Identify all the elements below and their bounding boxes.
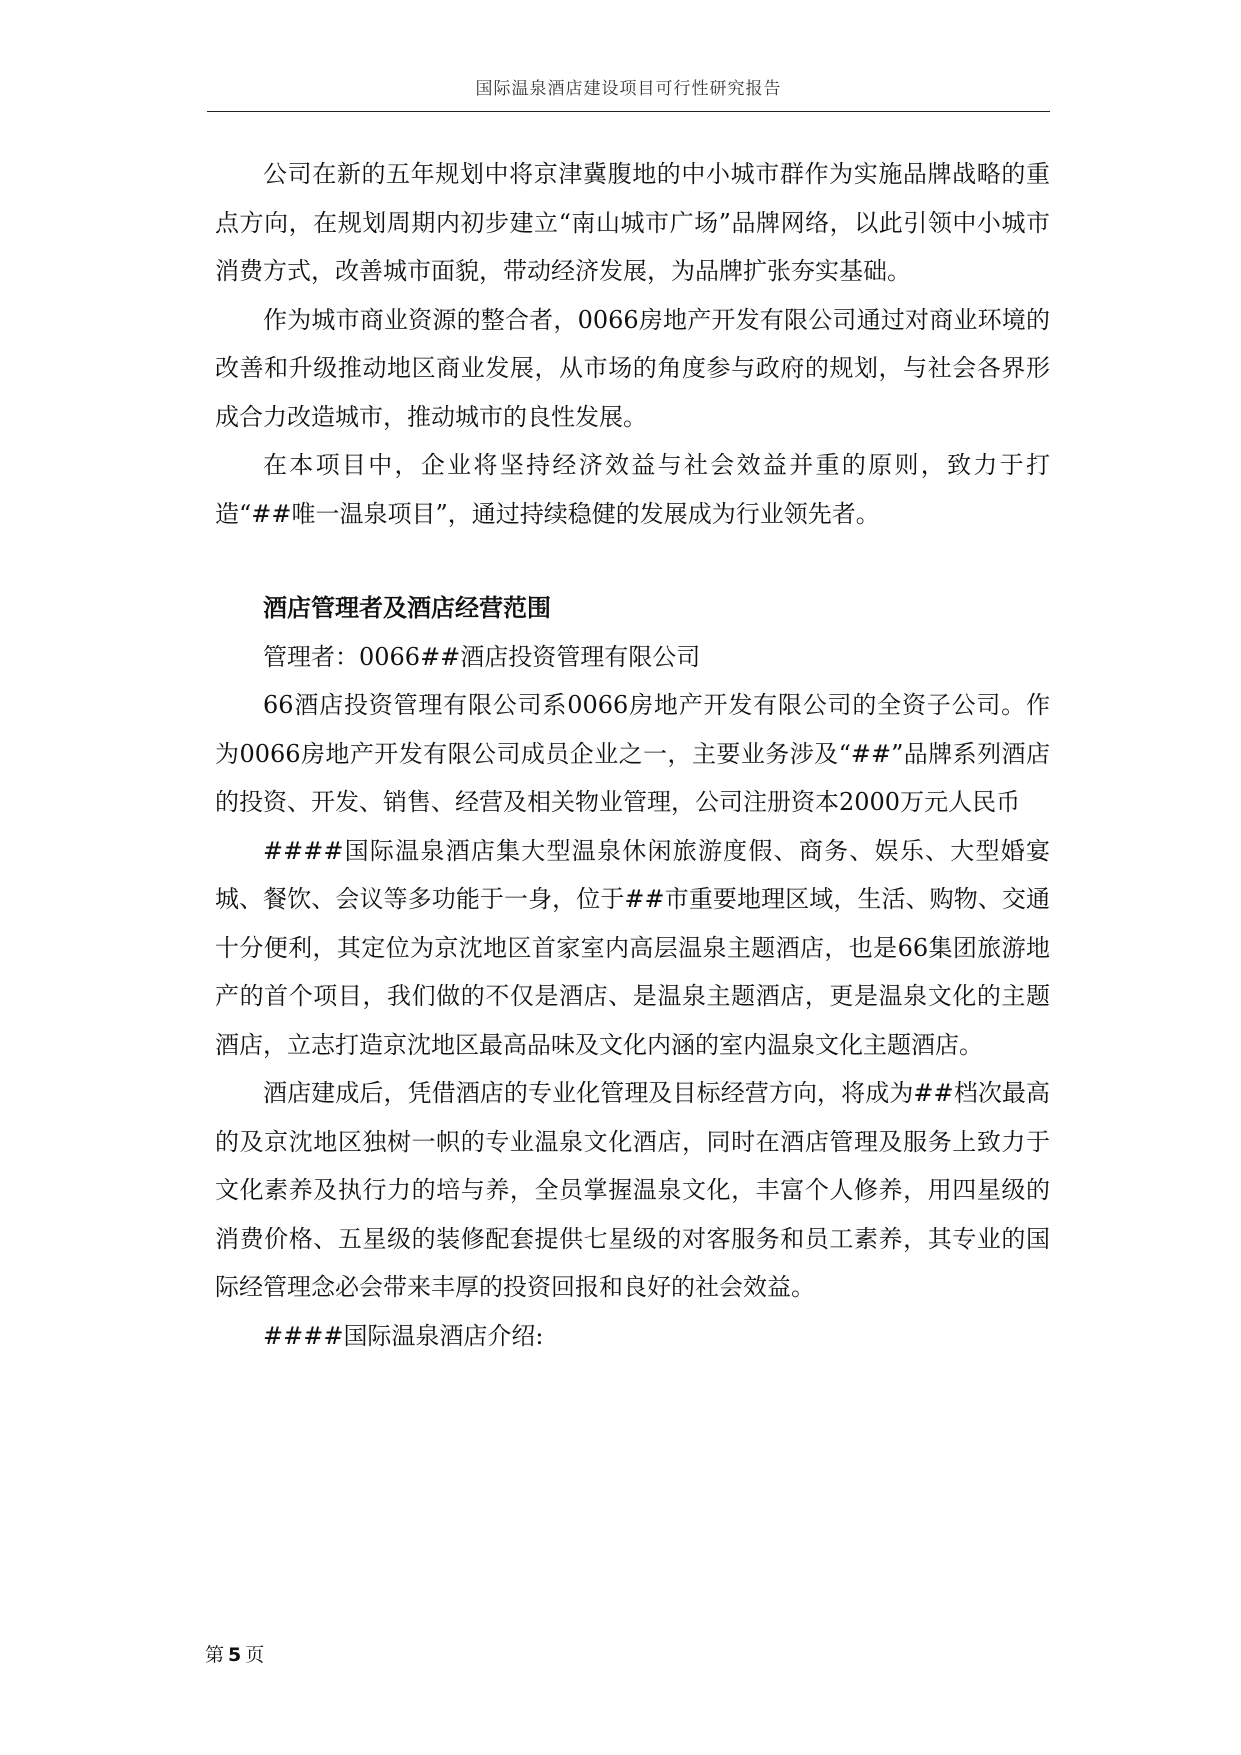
paragraph-company-profile: 66酒店投资管理有限公司系0066房地产开发有限公司的全资子公司。作为0066房地产开发有限公司成员企业之一，主要业务涉及“##”品牌系列酒店的投资、开发、销售、经营及相关物业管理，公司注册资本2000万元人民币: [215, 691, 1050, 816]
paragraph-hotel-prospects: 酒店建成后，凭借酒店的专业化管理及目标经营方向，将成为##档次最高的及京沈地区独树一帜的专业温泉文化酒店，同时在酒店管理及服务上致力于文化素养及执行力的培与养，全员掌握温泉文化，丰富个人修养，用四星级的消费价格、五星级的装修配套提供七星级的对客服务和员工素养，其专业的国际经管理念必会带来丰厚的投资回报和良好的社会效益。: [215, 1079, 1050, 1301]
section-heading: 酒店管理者及酒店经营范围: [263, 593, 551, 622]
paragraph-hotel-intro: ####国际温泉酒店介绍:: [263, 1321, 544, 1350]
document-body: [215, 150, 1050, 1360]
header-divider: [207, 111, 1050, 112]
paragraph-manager: 管理者：0066##酒店投资管理有限公司: [263, 642, 701, 671]
paragraph-resource-integrator: 作为城市商业资源的整合者，0066房地产开发有限公司通过对商业环境的改善和升级推动地区商业发展，从市场的角度参与政府的规划，与社会各界形成合力改造城市，推动城市的良性发展。: [215, 305, 1050, 431]
section-spacer: [215, 538, 1050, 584]
paragraph-project-principle: 在本项目中，企业将坚持经济效益与社会效益并重的原则，致力于打造“##唯一温泉项目”，通过持续稳健的发展成为行业领先者。: [215, 451, 1050, 528]
page-suffix: 页: [245, 1644, 265, 1666]
paragraph-hotel-overview: ####国际温泉酒店集大型温泉休闲旅游度假、商务、娱乐、大型婚宴城、餐饮、会议等多功能于一身，位于##市重要地理区域，生活、购物、交通十分便利，其定位为京沈地区首家室内高层温泉主题酒店，也是66集团旅游地产的首个项目，我们做的不仅是酒店、是温泉主题酒店，更是温泉文化的主题酒店，立志打造京沈地区最高品味及文化内涵的室内温泉文化主题酒店。: [215, 836, 1050, 1059]
page-number: 5: [228, 1644, 242, 1666]
running-header: 国际温泉酒店建设项目可行性研究报告: [475, 79, 782, 99]
page-prefix: 第: [205, 1644, 225, 1666]
paragraph-brand-strategy: 公司在新的五年规划中将京津冀腹地的中小城市群作为实施品牌战略的重点方向，在规划周期内初步建立“南山城市广场”品牌网络，以此引领中小城市消费方式，改善城市面貌，带动经济发展，为品牌扩张夯实基础。: [215, 160, 1050, 285]
page-footer: [205, 1640, 264, 1667]
